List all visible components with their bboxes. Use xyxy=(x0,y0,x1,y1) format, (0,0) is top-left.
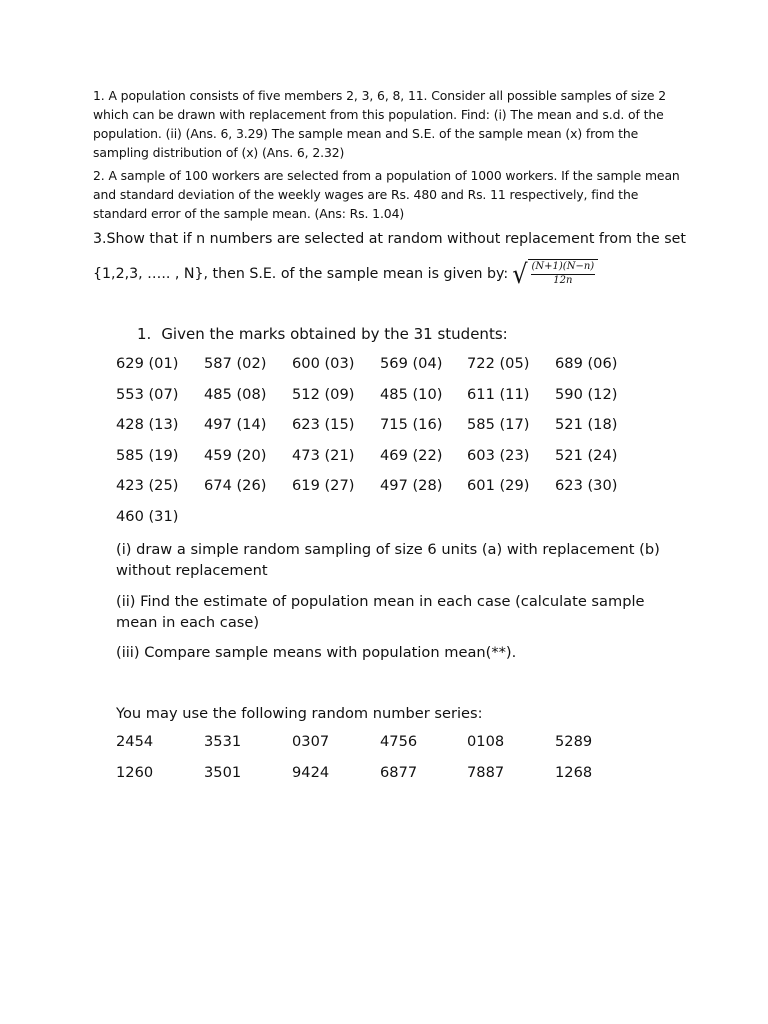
mark-cell: 497 (14) xyxy=(204,416,267,433)
question-1: 1. A population consists of five members 2, 3, 6, 8, 11. Consider all possible samples of size 2 which can be drawn with replacement from this population. Find: (i) The mean and s.d. of the population. (ii) (Ans. 6, 3.29) The sample mean and S.E. of the sample mean (x) from the sampling distribution of (x) (Ans. 6, 2.32) xyxy=(93,88,667,160)
mark-cell: 485 (10) xyxy=(380,385,443,403)
mark-cell: 553 (07) xyxy=(116,385,179,403)
mark-cell: 600 (03) xyxy=(292,355,355,372)
marks-heading-number: 1. xyxy=(137,325,152,343)
mark-cell: 521 (24) xyxy=(555,446,618,464)
question-3-set-text: {1,2,3, ….. , N}, then S.E. of the sample mean is given by: xyxy=(93,266,509,282)
mark-cell: 460 (31) xyxy=(116,507,179,525)
random-series-intro: You may use the following random number series: xyxy=(116,705,483,722)
standard-error-formula xyxy=(512,259,598,289)
question-3-line-1: 3.Show that if n numbers are selected at random without replacement from the set xyxy=(93,231,686,247)
part-iii-instruction: (iii) Compare sample means with population mean(**). xyxy=(116,644,517,661)
mark-cell: 569 (04) xyxy=(380,355,443,372)
mark-cell: 629 (01) xyxy=(116,355,179,372)
mark-cell: 623 (30) xyxy=(555,477,618,494)
mark-cell: 623 (15) xyxy=(292,416,355,433)
mark-cell: 423 (25) xyxy=(116,477,179,494)
random-number-cell: 5289 xyxy=(555,733,593,750)
formula-fraction xyxy=(528,259,599,289)
mark-cell: 674 (26) xyxy=(204,477,267,494)
random-number-cell: 4756 xyxy=(380,733,418,750)
mark-cell: 715 (16) xyxy=(380,416,443,433)
random-number-cell: 9424 xyxy=(292,763,330,781)
mark-cell: 512 (09) xyxy=(292,385,355,403)
mark-cell: 585 (19) xyxy=(116,446,179,464)
mark-cell: 601 (29) xyxy=(467,477,530,494)
random-number-cell: 0108 xyxy=(467,733,505,750)
mark-cell: 603 (23) xyxy=(467,446,530,464)
square-root-icon: √ xyxy=(512,258,528,290)
random-number-cell: 0307 xyxy=(292,733,330,750)
question-2: 2. A sample of 100 workers are selected from a population of 1000 workers. If the sample mean and standard deviation of the weekly wages are Rs. 480 and Rs. 11 respectively, find the standard error of the sample mean. (Ans: Rs. 1.04) xyxy=(93,168,680,221)
random-number-cell: 7887 xyxy=(467,763,505,781)
formula-numerator: (N+1)(N−n) xyxy=(531,261,596,275)
marks-heading xyxy=(137,325,508,343)
random-number-cell: 2454 xyxy=(116,733,154,750)
part-ii-instruction: (ii) Find the estimate of population mean in each case (calculate sample mean in each case) xyxy=(116,593,645,631)
random-number-cell: 3531 xyxy=(204,733,242,750)
mark-cell: 473 (21) xyxy=(292,446,355,464)
marks-heading-text: Given the marks obtained by the 31 students: xyxy=(161,325,508,343)
mark-cell: 619 (27) xyxy=(292,477,355,494)
mark-cell: 722 (05) xyxy=(467,355,530,372)
mark-cell: 469 (22) xyxy=(380,446,443,464)
random-number-cell: 3501 xyxy=(204,763,242,781)
mark-cell: 521 (18) xyxy=(555,416,618,433)
random-number-cell: 1260 xyxy=(116,763,154,781)
question-3-line-2 xyxy=(93,259,598,289)
mark-cell: 611 (11) xyxy=(467,385,530,403)
mark-cell: 497 (28) xyxy=(380,477,443,494)
mark-cell: 428 (13) xyxy=(116,416,179,433)
mark-cell: 587 (02) xyxy=(204,355,267,372)
mark-cell: 485 (08) xyxy=(204,385,267,403)
mark-cell: 590 (12) xyxy=(555,385,618,403)
mark-cell: 689 (06) xyxy=(555,355,618,372)
random-number-cell: 6877 xyxy=(380,763,418,781)
formula-denominator: 12n xyxy=(553,275,573,286)
mark-cell: 459 (20) xyxy=(204,446,267,464)
mark-cell: 585 (17) xyxy=(467,416,530,433)
part-i-instruction: (i) draw a simple random sampling of size 6 units (a) with replacement (b) without replacement xyxy=(116,541,660,579)
random-number-cell: 1268 xyxy=(555,763,593,781)
